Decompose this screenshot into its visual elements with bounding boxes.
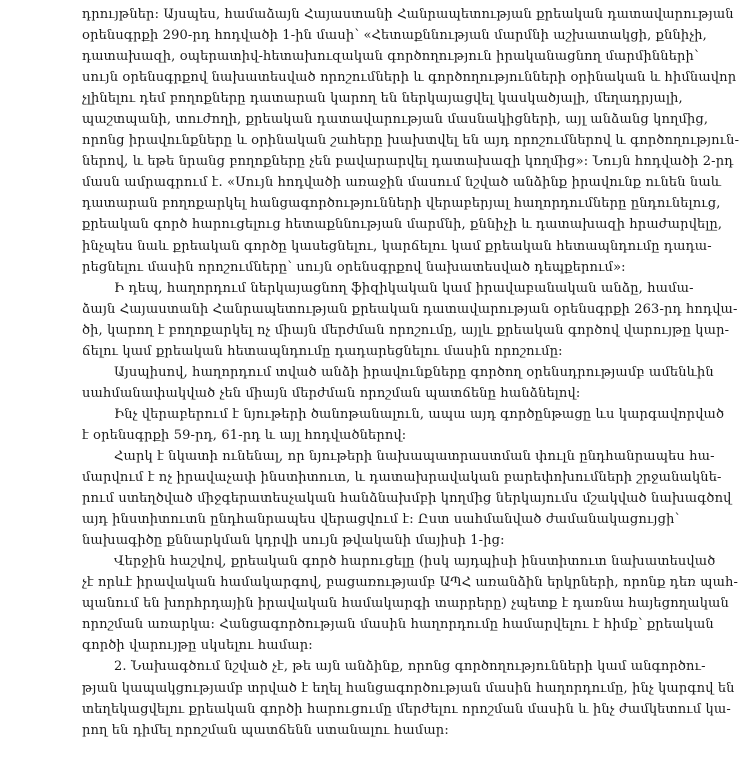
- text-line: նախագիծը քննարկման կդրվի սույն թվականի մայիսի 1-ից:: [82, 533, 505, 549]
- text-line: գործի վարույթը սկսելու համար:: [82, 638, 313, 654]
- text-line: ինչպես նաև քրեական գործը կասեցնելու, կարճելու կամ քրեական հետապնդումը դադա-: [82, 238, 712, 254]
- text-line: օրենսգրքի 290-րդ հոդվածի 1-ին մասի՝ «Հետաքննության մարմնի աշխատակցի, քննիչի,: [82, 28, 707, 44]
- text-line: պանում են խորհրդային իրավական համակարգի տարրերը) չպետք է դառնա հայեցողական: [82, 596, 729, 612]
- text-line: ներով, և եթե նրանց բողոքները չեն բավարարվել դատախազի կողմից»: Նույն հոդվածի 2-րդ: [82, 154, 734, 170]
- text-line: մարվում է ոչ իրավաչափ ինստիտուտ, և դատախրավական բարեփոխումների շրջանակնե-: [82, 470, 722, 486]
- text-line: այդ ինստիտուտն ընդհանրապես վերացվում է: Ըստ սահմանված ժամանակացույցի՝: [82, 512, 680, 528]
- text-line: սույն օրենսգրքով նախատեսված որոշումների և գործողությունների օրինական և հիմնավոր: [82, 70, 737, 86]
- text-line: ձայն Հայաստանի Հանրապետության քրեական դատավարության օրենսգրքի 263-րդ հոդվա-: [82, 301, 738, 317]
- text-line: մասն ամրագրում է. «Սույն հոդվածի առաջին մասում նշված անձինք իրավունք ունեն նաև: [82, 175, 722, 191]
- text-line: Ինչ վերաբերում է նյութերի ծանոթանալուն, ապա այդ գործընթացը ևս կարգավորված: [114, 406, 725, 422]
- text-line: ճելու կամ քրեական հետապնդումը դադարեցնելու մասին որոշումը:: [82, 343, 563, 359]
- text-line: որոնց իրավունքները և օրինական շահերը խախտվել են այդ որոշումներով և գործողություն-: [82, 133, 739, 149]
- text-line: դրույթներ: Այսպես, համաձայն Հայաստանի Հանրապետության քրեական դատավարության: [82, 7, 734, 22]
- text-line: րում ստեղծված միջգերատեսչական հանձնախմբի կողմից ներկայումս մշակված նախագծով: [82, 491, 732, 507]
- text-line: տեղեկացվելու քրեական գործի հարուցումը մերժելու որոշման մասին և ինչ ժամկետում կա-: [82, 701, 731, 717]
- text-line: Ի դեպ, հաղորդում ներկայացնող ֆիզիկական կամ իրավաբանական անձը, համա-: [114, 280, 694, 296]
- text-line: դատարան բողոքարկել հանցագործությունների վերաբերյալ հաղորդումները ընդունելուց,: [82, 196, 721, 212]
- text-line: որոշման առարկա: Հանցագործության մասին հաղորդումը համարվելու է հիմք՝ քրեական: [82, 617, 714, 633]
- text-line: Այսպիսով, հաղորդում տված անձի իրավունքները գործող օրենսդրությամբ ամենևին: [114, 364, 714, 380]
- text-line: Հարկ է նկատի ունենալ, որ նյութերի նախապատրաստման փուլն ընդհանրապես հա-: [114, 448, 715, 464]
- text-line: 2. Նախագծում նշված չէ, թե այն անձինք, որոնց գործողությունների կամ անգործու-: [114, 659, 706, 675]
- text-line: Վերջին հաշվով, քրեական գործ հարուցելը (իսկ այդպիսի ինստիտուտ նախատեսված: [114, 554, 716, 570]
- text-line: չլինելու դեմ բողոքները դատարան կարող են ներկայացվել կասկածյալի, մեղադրյալի,: [82, 91, 683, 107]
- text-line: սահմանափակված չեն միայն մերժման որոշման պատճենը հանձնելով:: [82, 385, 581, 401]
- text-line: թյան կապակցությամբ տրված է եղել հանցագործության մասին հաղորդումը, ինչ կարգով են: [82, 680, 735, 696]
- text-line: րող են դիմել որոշման պատճենն ստանալու համար:: [82, 722, 449, 738]
- text-line: է օրենսգրքի 59-րդ, 61-րդ և այլ հոդվածներով:: [82, 427, 407, 443]
- text-line: քրեական գործ հարուցելուց հետաքննության մարմնի, քննիչի և դատախազի հրաժարվելը,: [82, 217, 723, 233]
- text-line: րեցնելու մասին որոշումները՝ սույն օրենսգրքով նախատեսված դեպքերում»:: [82, 259, 626, 275]
- text-line: չէ որևէ իրավական համակարգով, բացառությամբ ԱՊՀ առանձին երկրների, որոնք դեռ պահ-: [82, 575, 739, 591]
- document-body: [82, 4, 739, 741]
- text-line: պաշտպանի, տուժողի, քրեական դատավարության մասնակիցների, այլ անձանց կողմից,: [82, 112, 709, 128]
- text-line: դատախազի, օպերատիվ-հետախուզական գործողություն իրականացնող մարմինների՝: [82, 49, 699, 65]
- text-line: ծի, կարող է բողոքարկել ոչ միայն մերժման որոշումը, այլև քրեական գործով վարույթը կար-: [82, 322, 730, 338]
